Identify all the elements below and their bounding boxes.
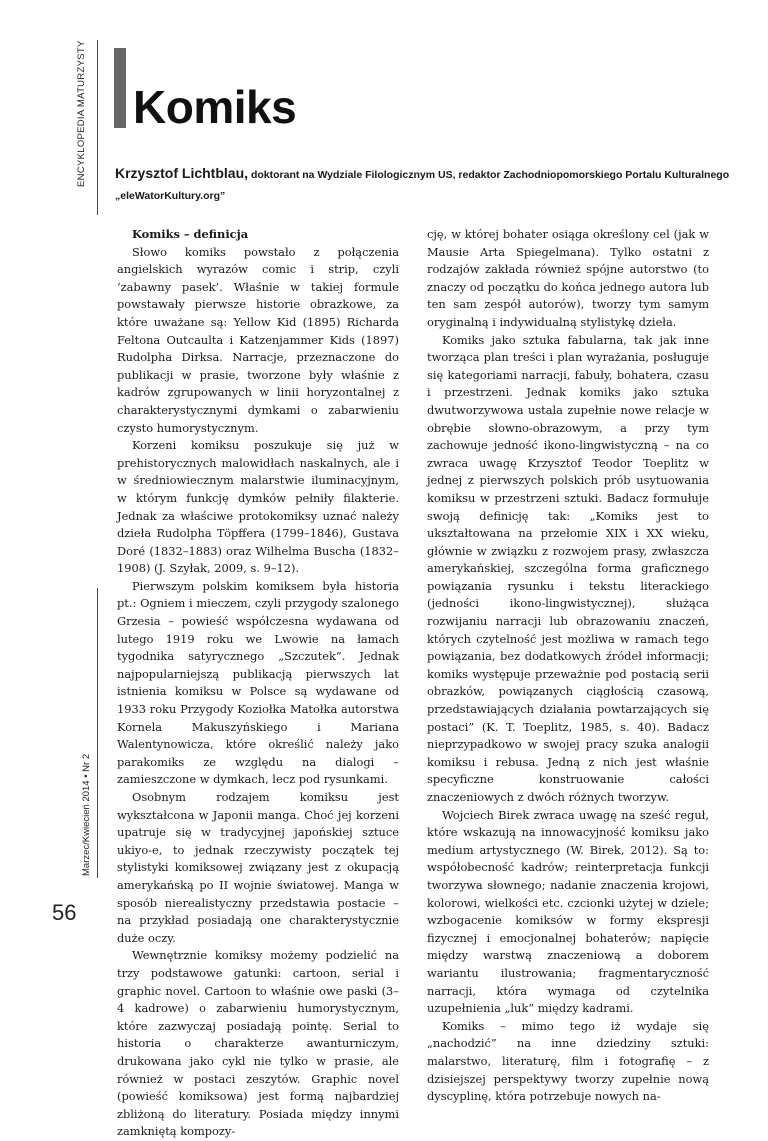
article-column-left [117, 226, 399, 1141]
paragraph: Komiks jako sztuka fabularna, tak jak inne tworząca plan treści i plan wyrażania, posługuje się kategoriami narracji, fabuły, bohatera, czasu i przestrzeni. Jednak komiks jako sztuka dwutworzywowa ustala zupełnie nowe relacje w obrębie słowno-obrazowym, a przy tym zachowuje jedność ikono-lingwistyczną – na co zwraca uwagę Krzysztof Teodor Toeplitz w jednej z pierwszych polskich prób usytuowania komiksu w przestrzeni sztuki. Badacz formułuje swoją definicję tak: „Komiks jest to ukształtowana na przełomie XIX i XX wieku, głównie w związku z rozwojem prasy, zwłaszcza amerykańskiej, szczególna forma graficznego powiązania rysunku i tekstu literackiego (jedności ikono-lingwistycznej), służąca rozwijaniu narracji lub obrazowaniu znaczeń, których czytelność jest możliwa w ramach tego powiązania, bez dodatkowych źródeł informacji; komiks występuje przeważnie pod postacią serii obrazków, powiązanych ciągłością czasową, przedstawiających działania powtarzających się postaci” (K. T. Toeplitz, 1985, s. 40). Badacz nieprzypadkowo w swojej pracy szuka analogii komiksu i rebusa. Jedną z nich jest właśnie specyficzne konstruowanie całości znaczeniowych z dwóch różnych tworzyw. [427, 332, 709, 804]
byline [115, 163, 735, 207]
paragraph: Komiks – mimo tego iż wydaje się „nachodzić” na inne dziedziny sztuki: malarstwo, literaturę, film i fotografię – z dzisiejszej perspektywy tworzy zupełnie nową dyscyplinę, która potrzebuje nowych na- [427, 1018, 709, 1104]
author-affiliation: doktorant na Wydziale Filologicznym US, redaktor Zachodniopomorskiego Portalu Kulturalnego „eleWatorKultury.org” [115, 169, 730, 202]
issue-label: Marzec/Kwiecień 2014 • Nr 2 [81, 753, 92, 876]
page-title: Komiks [133, 81, 297, 133]
paragraph: Wojciech Birek zwraca uwagę na sześć reguł, które wskazują na innowacyjność komiksu jako medium artystycznego (W. Birek, 2012). Są to: współobecność kadrów; reinterpretacja funkcji tworzywa słownego; nadanie znaczenia krojowi, kolorowi, wielkości etc. czcionki użytej w dziele; wzbogacenie komiksów w formy ekspresji fizycznej i emocjonalnej bohaterów; napięcie między warstwą znaczeniową a doborem wariantu ilustrowania; fragmentaryczność narracji, która wymaga od czytelnika uzupełnienia „luk” między kadrami. [427, 807, 709, 1016]
paragraph: cję, w której bohater osiąga określony cel (jak w Mausie Arta Spiegelmana). Tylko ostatni z rodzajów zakłada również spójne autorstwo (to znaczy od początku do końca jednego autora lub ten sam zespół autorów), tworzy tym samym oryginalną i indywidualną stylistykę dzieła. [427, 227, 709, 329]
paragraph: Korzeni komiksu poszukuje się już w prehistorycznych malowidłach naskalnych, ale i w średniowiecznym malarstwie iluminacyjnym, w którym funkcję dymków pełniły filakterie. Jednak za właściwe protokomiksy uznać należy dzieła Rudolpha Töpffera (1799–1846), Gustava Doré (1832–1883) oraz Wilhelma Buscha (1832–1908) (J. Szyłak, 2009, s. 9–12). [117, 438, 399, 576]
paragraph: Pierwszym polskim komiksem była historia pt.: Ogniem i mieczem, czyli przygody szalonego Grzesia – powieść współczesna wydawana od lutego 1919 roku we Lwowie na łamach tygodnika satyrycznego „Szczutek”. Jednak najpopularniejszą publikacją pierwszych lat istnienia komiksu w Polsce są wydawane od 1933 roku Przygody Koziołka Matołka autorstwa Kornela Makuszyńskiego i Mariana Walentynowicza, które określić należy jako parakomiks ze względu na dialogi – zamieszczone w dymkach, lecz pod rysunkami. [117, 578, 399, 787]
page-number: 56 [52, 900, 77, 925]
paragraph: Wewnętrznie komiksy możemy podzielić na trzy podstawowe gatunki: cartoon, serial i graphic novel. Cartoon to właśnie owe paski (3–4 kadrowe) o zabarwieniu humorystycznym, które zazwyczaj posiadają pointę. Serial to historia o charakterze awanturniczym, drukowana jako cykl nie tylko w prasie, ale również w postaci zeszytów. Graphic novel (powieść komiksowa) jest formą najbardziej zbliżoną do literatury. Posiada między innymi zamkniętą kompozy- [117, 948, 399, 1139]
side-divider-top [97, 40, 98, 215]
section-heading: Komiks – definicja [132, 227, 249, 241]
series-label: ENCYKLOPEDIA MATURZYSTY [76, 40, 87, 187]
author-name: Krzysztof Lichtblau, [115, 165, 249, 181]
side-divider-bottom [97, 588, 98, 878]
paragraph: Słowo komiks powstało z połączenia angielskich wyrazów comic i strip, czyli ‘zabawny pasek’. Właśnie w takiej formule powstawały pierwsze historie obrazkowe, za które uważane są: Yellow Kid (1895) Richarda Feltona Outcaulta i Katzenjammer Kids (1897) Rudolpha Dirksa. Narracje, przeznaczone do publikacji w prasie, tworzone były właśnie z kadrów zgrupowanych w linii horyzontalnej z charakterystycznymi dymkami o zabarwieniu czysto humorystycznym. [117, 244, 399, 435]
article-column-right [427, 226, 709, 1106]
title-accent-bar [114, 48, 126, 128]
paragraph: Osobnym rodzajem komiksu jest wykształcona w Japonii manga. Choć jej korzeni upatruje się w tradycyjnej japońskiej sztuce ukiyo-e, to jednak rzeczywisty początek tej stylistyki komiksowej związany jest z okupacją amerykańską po II wojnie światowej. Manga w sposób nierealistyczny przedstawia postacie – na przykład posiadają one charakterystycznie duże oczy. [117, 790, 399, 945]
